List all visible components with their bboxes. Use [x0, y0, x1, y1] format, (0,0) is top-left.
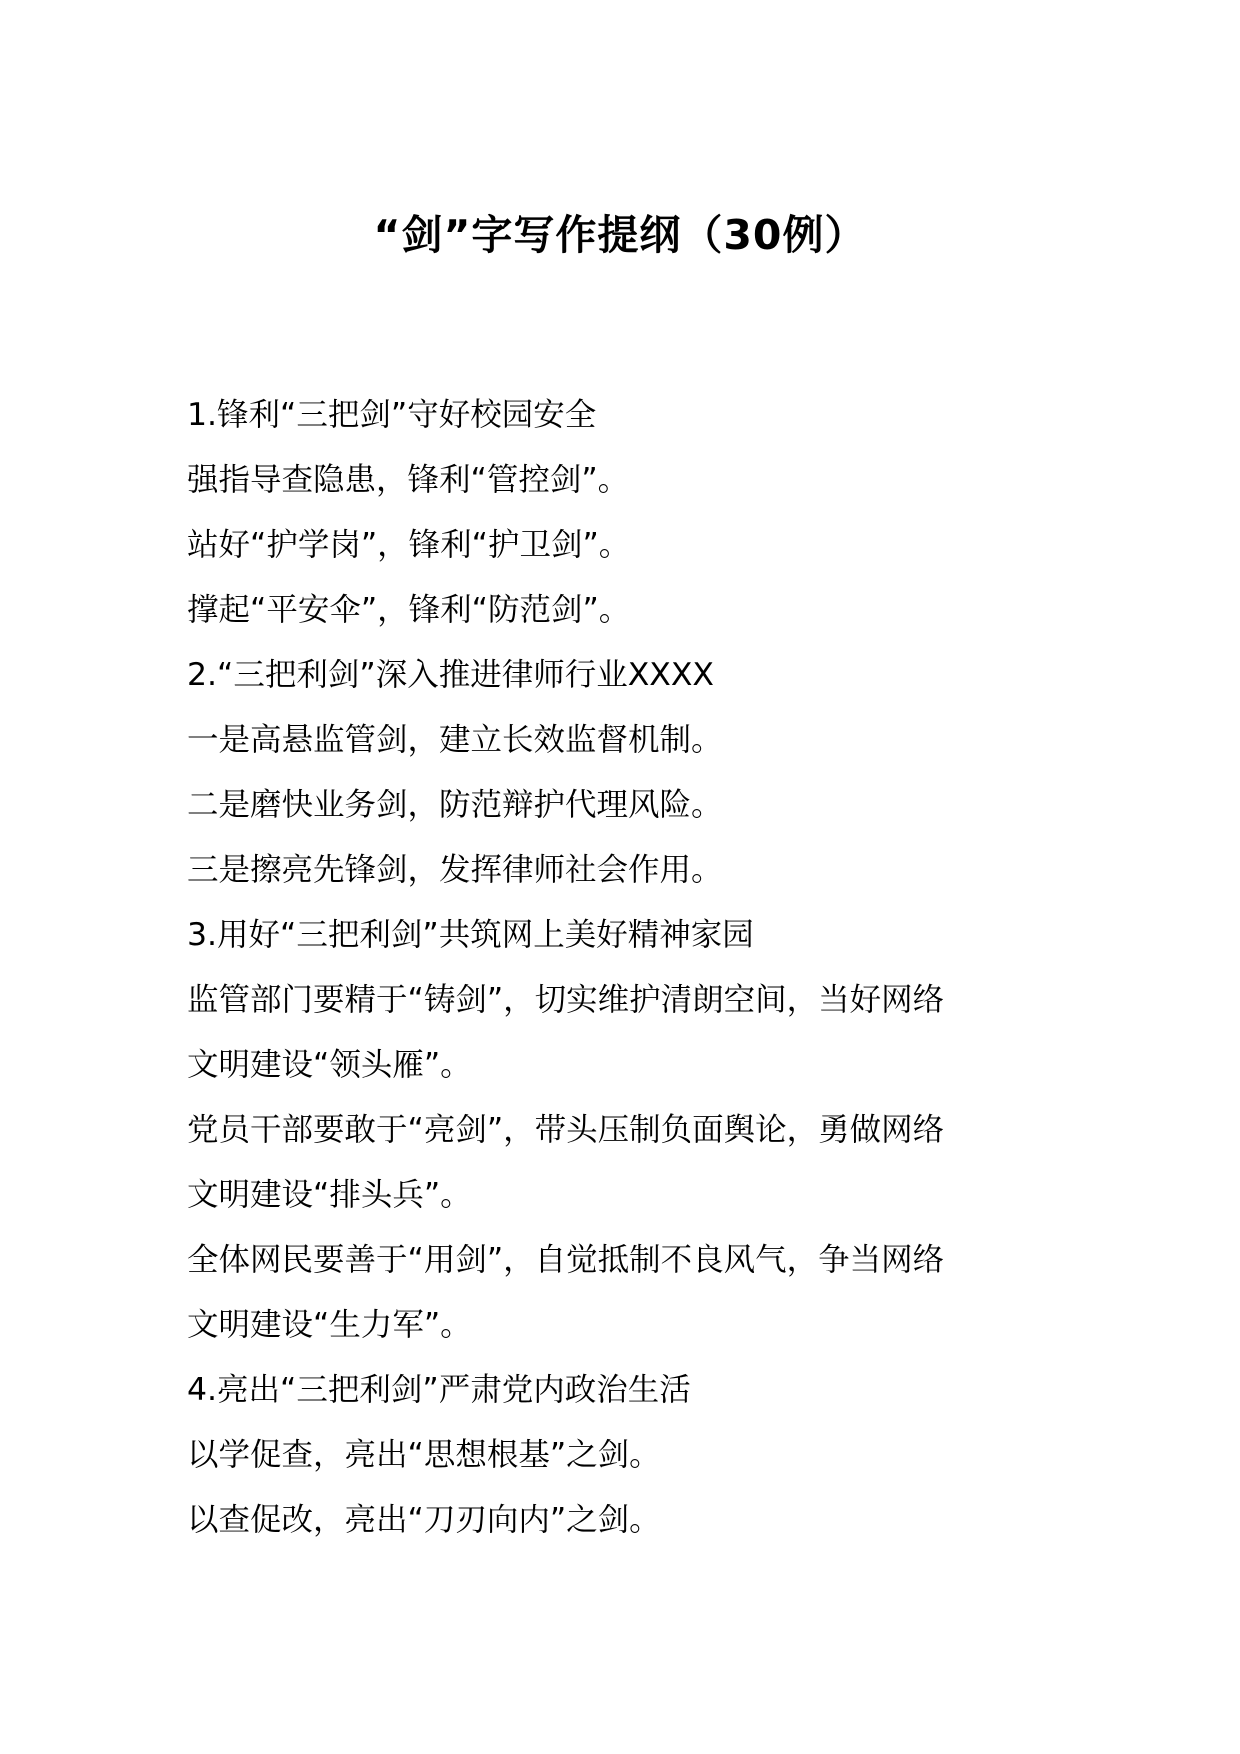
outline-item: 全体网民要善于“用剑”，自觉抵制不良风气，争当网络 — [187, 1242, 945, 1278]
outline-heading-3: 3.用好“三把利剑”共筑网上美好精神家园 — [187, 917, 754, 953]
outline-item: 撑起“平安伞”，锋利“防范剑”。 — [187, 592, 631, 628]
outline-item: 强指导查隐患，锋利“管控剑”。 — [187, 462, 630, 498]
outline-heading-2: 2.“三把利剑”深入推进律师行业XXXX — [187, 657, 715, 693]
outline-item: 一是高悬监管剑，建立长效监督机制。 — [187, 722, 723, 758]
outline-item: 以学促查，亮出“思想根基”之剑。 — [187, 1437, 661, 1473]
outline-heading-4: 4.亮出“三把利剑”严肃党内政治生活 — [187, 1372, 691, 1408]
outline-item: 站好“护学岗”，锋利“护卫剑”。 — [187, 527, 631, 563]
outline-item: 二是磨快业务剑，防范辩护代理风险。 — [187, 787, 723, 823]
outline-item: 以查促改，亮出“刀刃向内”之剑。 — [187, 1502, 661, 1538]
outline-item: 党员干部要敢于“亮剑”，带头压制负面舆论，勇做网络 — [187, 1112, 945, 1148]
outline-item: 监管部门要精于“铸剑”，切实维护清朗空间，当好网络 — [187, 982, 945, 1018]
document-title: “剑”字写作提纲（30例） — [373, 211, 867, 259]
outline-item-continuation: 文明建设“领头雁”。 — [187, 1047, 472, 1083]
outline-item-continuation: 文明建设“排头兵”。 — [187, 1177, 472, 1213]
outline-item: 三是擦亮先锋剑，发挥律师社会作用。 — [187, 852, 723, 888]
outline-item-continuation: 文明建设“生力军”。 — [187, 1307, 472, 1343]
document-body — [187, 383, 1067, 1553]
outline-heading-1: 1.锋利“三把剑”守好校园安全 — [187, 397, 597, 433]
